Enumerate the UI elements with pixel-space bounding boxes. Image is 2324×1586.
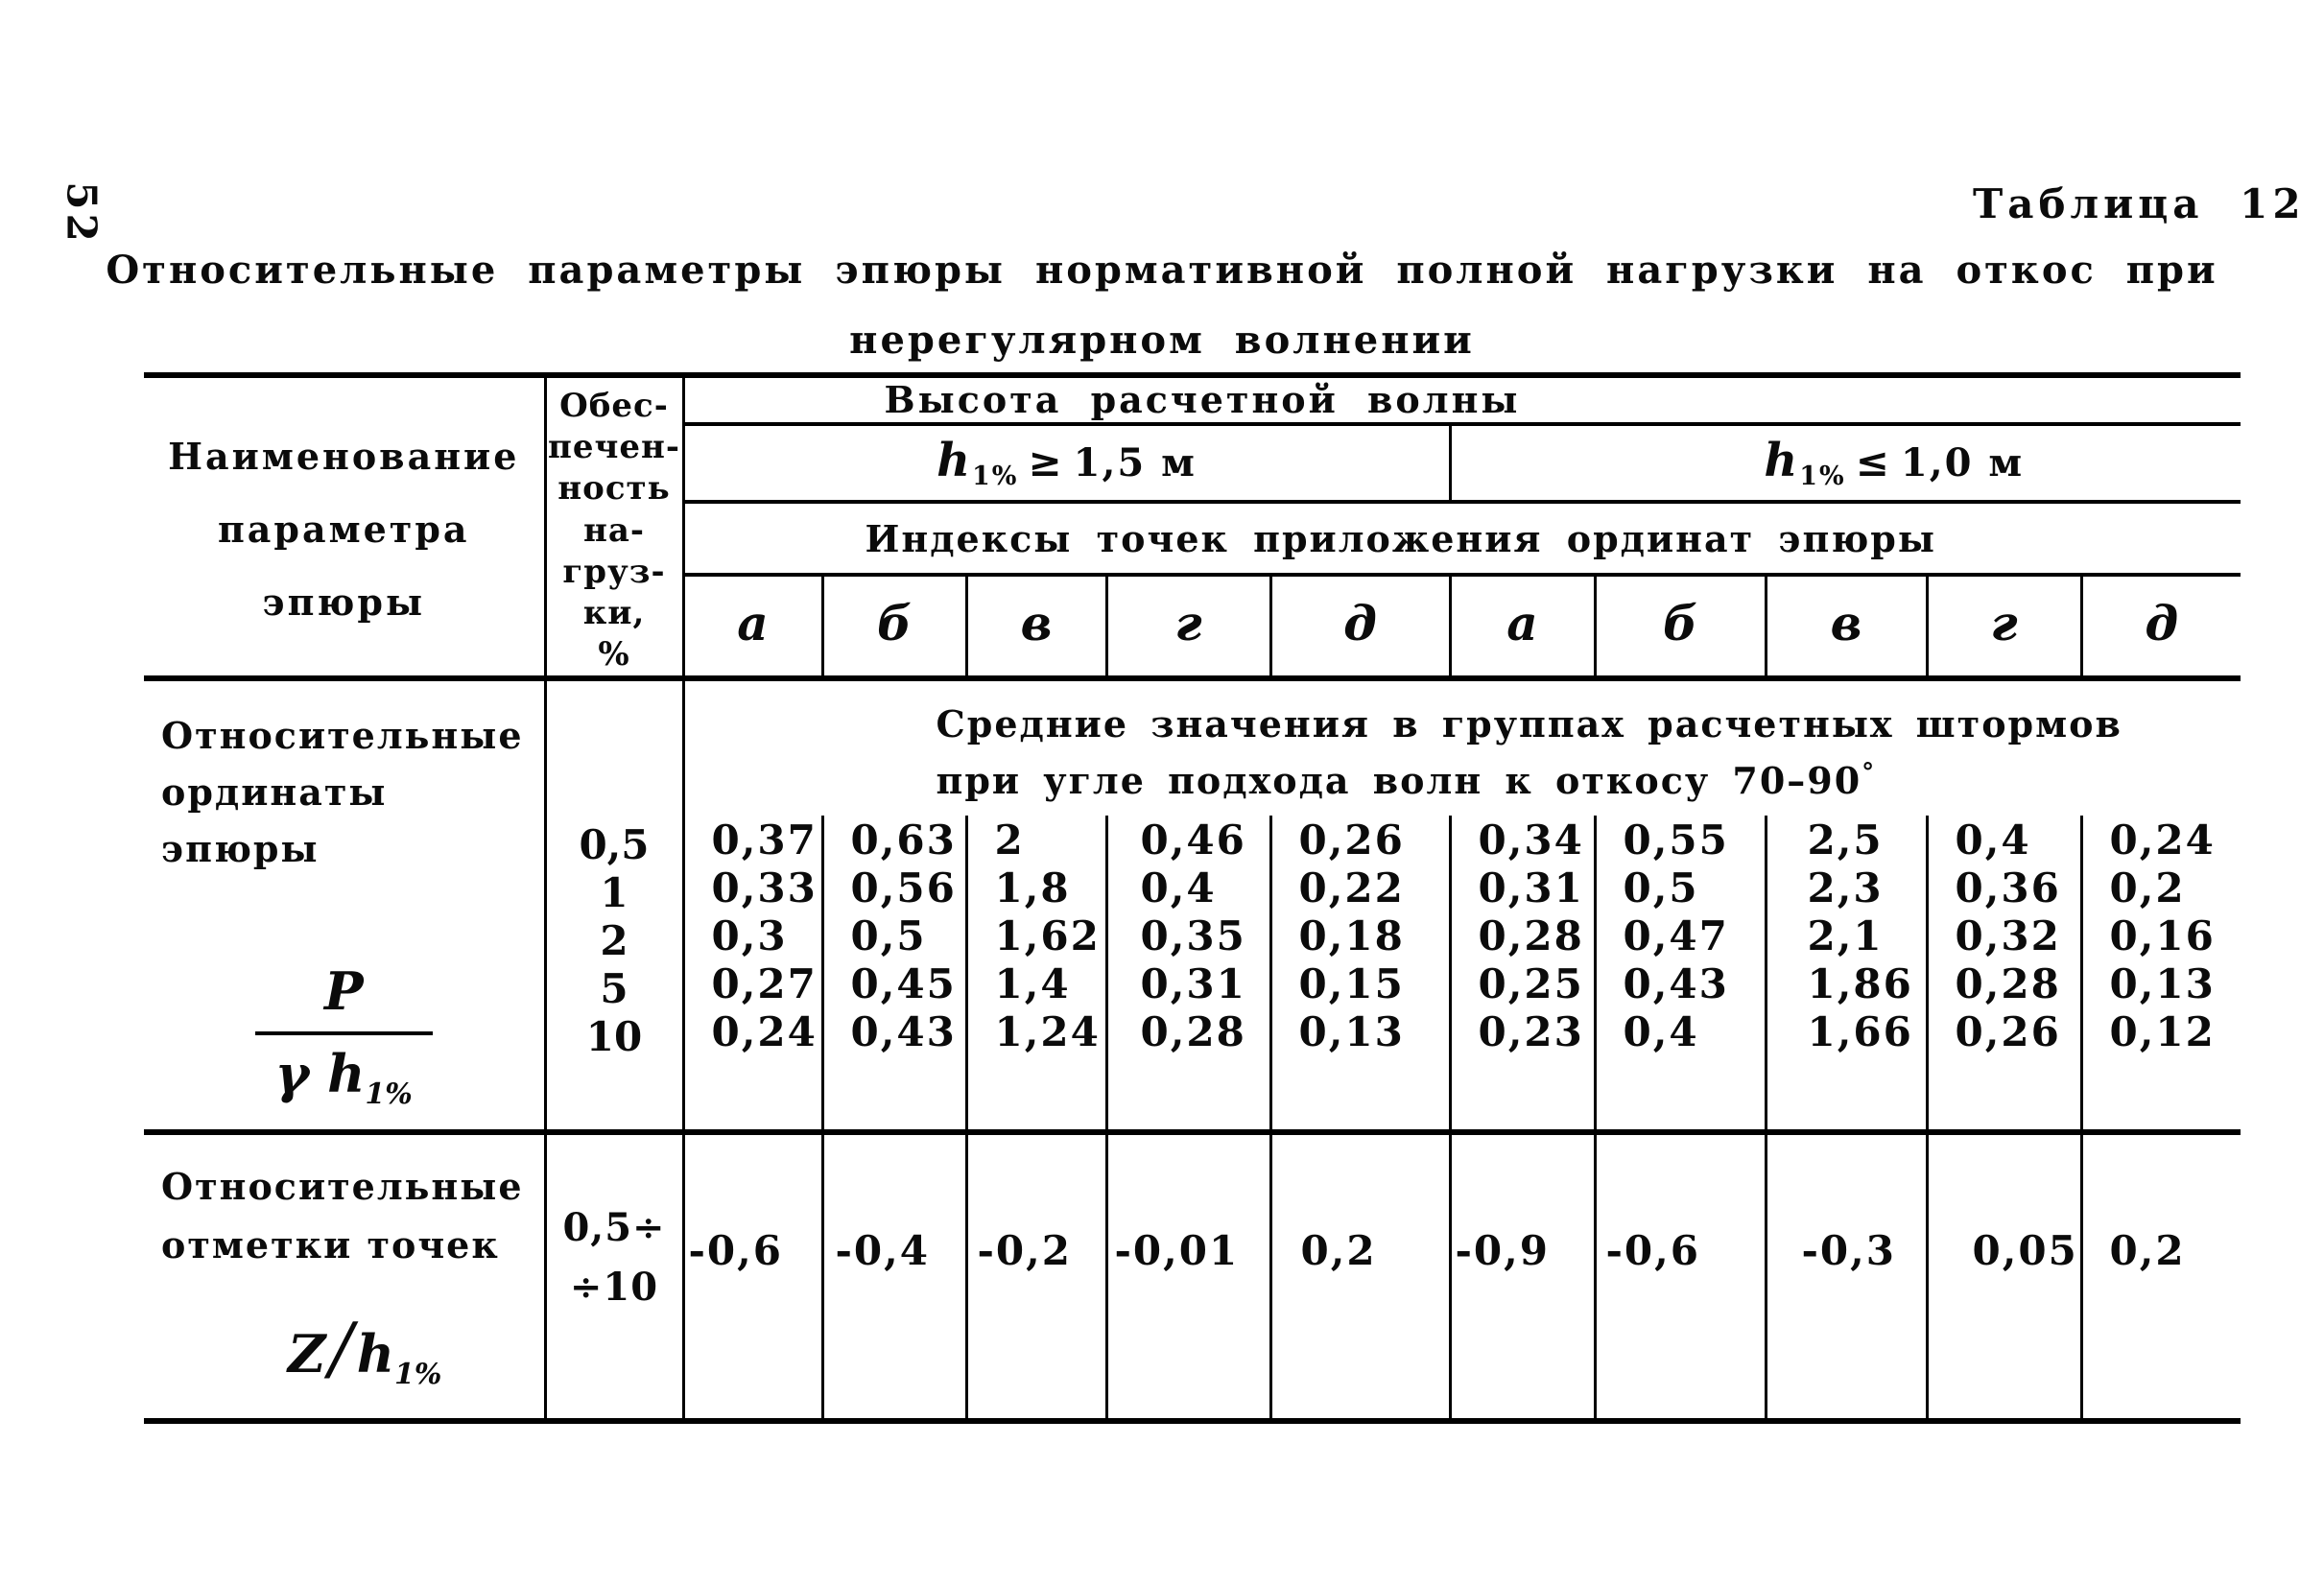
letter-header-cell: д (2081, 575, 2241, 678)
data-cell: 0,31 (1106, 959, 1270, 1007)
data-cell: 2,3 (1766, 864, 1927, 911)
wave-group-right-header: $h_{1\%} \le 1,0$ м (1450, 424, 2241, 502)
spacer-cell (822, 1055, 966, 1132)
data-cell: 1,8 (966, 864, 1106, 911)
name-header-line: параметра (217, 508, 470, 551)
elevation-formula: $Z/h_{1\%}$ (288, 1307, 442, 1391)
data-cell: 1,66 (1766, 1007, 1927, 1055)
data-cell: 0,12 (2081, 1007, 2241, 1055)
data-cell: 0,34 (1450, 816, 1595, 864)
data-cell: 0,47 (1595, 911, 1766, 959)
table-caption: Таблица 12 (1973, 180, 2306, 227)
group2-row-label-cell (144, 1132, 545, 1421)
data-cell: 1,24 (966, 1007, 1106, 1055)
data-cell: 0,31 (1450, 864, 1595, 911)
data-cell: 0,5 (1595, 864, 1766, 911)
data-cell: 0,24 (2081, 816, 2241, 864)
data-cell: 1,62 (966, 911, 1106, 959)
spacer-cell (2081, 1055, 2241, 1132)
data-cell: 0,3 (711, 911, 788, 959)
spacer-cell (1595, 1055, 1766, 1132)
data-cell: 0,36 (1927, 864, 2081, 911)
group1-probability-cell (545, 678, 683, 1132)
parameters-table (144, 372, 2241, 1424)
storm-subheader-cell (683, 678, 2241, 816)
data-cell: 1,86 (1766, 959, 1927, 1007)
data-cell: 0,43 (822, 1007, 966, 1055)
data-cell: 0,35 (1106, 911, 1270, 959)
probability-value: 1 (600, 869, 628, 917)
data-cell: 0,28 (1927, 959, 2081, 1007)
data-cell: 0,13 (1270, 1007, 1450, 1055)
probability-value: 2 (600, 917, 628, 965)
letter-header-cell: г (1106, 575, 1270, 678)
data-cell: 0,37 (711, 816, 818, 864)
ordinate-formula: P γ $h_{1\%}$ (255, 960, 433, 1111)
data-cell: 0,63 (822, 816, 966, 864)
probability-value: 5 (600, 965, 628, 1013)
data-cell: 0,4 (1106, 864, 1270, 911)
data-cell: 0,46 (1106, 816, 1270, 864)
spacer-cell (1270, 1055, 1450, 1132)
group1-row-label-cell (144, 678, 545, 1132)
data-cell: -0,4 (822, 1132, 966, 1421)
data-cell: -0,2 (966, 1132, 1106, 1421)
letter-header-cell: д (1270, 575, 1450, 678)
data-cell: -0,9 (1450, 1132, 1595, 1421)
data-cell: 0,25 (1450, 959, 1595, 1007)
data-cell: 0,2 (2081, 1132, 2241, 1421)
data-cell: 0,27 (711, 959, 818, 1007)
spacer-cell (1927, 1055, 2081, 1132)
data-cell: 0,32 (1927, 911, 2081, 959)
wave-height-header: Высота расчетной волны (683, 375, 2241, 424)
group1-row-label: Относительные ординаты эпюры (161, 714, 524, 870)
data-cell: 0,45 (822, 959, 966, 1007)
group2-row-label: Относительные отметки точек (161, 1165, 524, 1266)
letter-header-cell: а (1450, 575, 1595, 678)
data-cell: 0,16 (2081, 911, 2241, 959)
data-cell: 0,13 (2081, 959, 2241, 1007)
data-cell: 0,23 (1450, 1007, 1595, 1055)
data-cell: 0,28 (1106, 1007, 1270, 1055)
data-cell: 0,18 (1270, 911, 1450, 959)
data-cell: 2,5 (1766, 816, 1927, 864)
data-cell: 0,2 (1270, 1132, 1450, 1421)
name-header-line: эпюры (262, 580, 426, 624)
data-cell: 0,5 (822, 911, 966, 959)
data-cell: -0,6 (683, 1132, 822, 1421)
group2-probability-cell: 0,5÷ ÷10 (545, 1132, 683, 1421)
data-cell: 2,1 (1766, 911, 1927, 959)
document-title-line2: нерегулярном волнении (849, 317, 1475, 363)
document-title (0, 236, 2324, 376)
data-cell: 0,56 (822, 864, 966, 911)
data-cell: 0,2 (2081, 864, 2241, 911)
data-cell: 0,26 (1270, 816, 1450, 864)
data-cell: 2 (966, 816, 1106, 864)
letter-header-cell: г (1927, 575, 2081, 678)
document-title-line1: Относительные параметры эпюры нормативной полной нагрузки на откос при (106, 248, 2218, 293)
data-cell: -0,01 (1106, 1132, 1270, 1421)
probability-header-cell: Обес- печен- ность на- груз- ки, % (545, 375, 683, 678)
data-cell: 0,28 (1450, 911, 1595, 959)
letter-header-cell: в (1766, 575, 1927, 678)
spacer-cell (966, 1055, 1106, 1132)
letter-header-cell: б (822, 575, 966, 678)
data-cell: 0,05 (1927, 1132, 2081, 1421)
spacer-cell (1450, 1055, 1595, 1132)
data-cell: -0,6 (1595, 1132, 1766, 1421)
data-cell: -0,3 (1766, 1132, 1927, 1421)
data-cell: 0,22 (1270, 864, 1450, 911)
data-cell: 0,26 (1927, 1007, 2081, 1055)
spacer-cell (683, 1055, 822, 1132)
spacer-cell (1106, 1055, 1270, 1132)
data-cell: 0,43 (1595, 959, 1766, 1007)
wave-group-left-header: $h_{1\%} \ge 1,5$ м (683, 424, 1450, 502)
data-cell: 0,4 (1595, 1007, 1766, 1055)
data-cell: 0,4 (1927, 816, 2081, 864)
name-header-line: Наименование (168, 435, 520, 478)
probability-value: 10 (585, 1013, 643, 1061)
data-cell: 0,15 (1270, 959, 1450, 1007)
letter-header-cell: б (1595, 575, 1766, 678)
data-cell: 0,24 (711, 1007, 818, 1055)
letter-header-cell: в (966, 575, 1106, 678)
data-cell: 0,55 (1595, 816, 1766, 864)
data-cell: 1,4 (966, 959, 1106, 1007)
storm-subheader: Средние значения в группах расчетных штормов при угле подхода волн к откосу 70–90° (936, 702, 2122, 803)
letter-header-cell: а (683, 575, 822, 678)
name-header-cell (144, 375, 545, 678)
indices-header: Индексы точек приложения ординат эпюры (683, 502, 2241, 575)
probability-value: 0,5 (579, 821, 650, 869)
page-number: 52 (58, 181, 106, 246)
data-cell: 0,33 (711, 864, 818, 911)
spacer-cell (1766, 1055, 1927, 1132)
degree-sign: ° (1862, 758, 1877, 788)
